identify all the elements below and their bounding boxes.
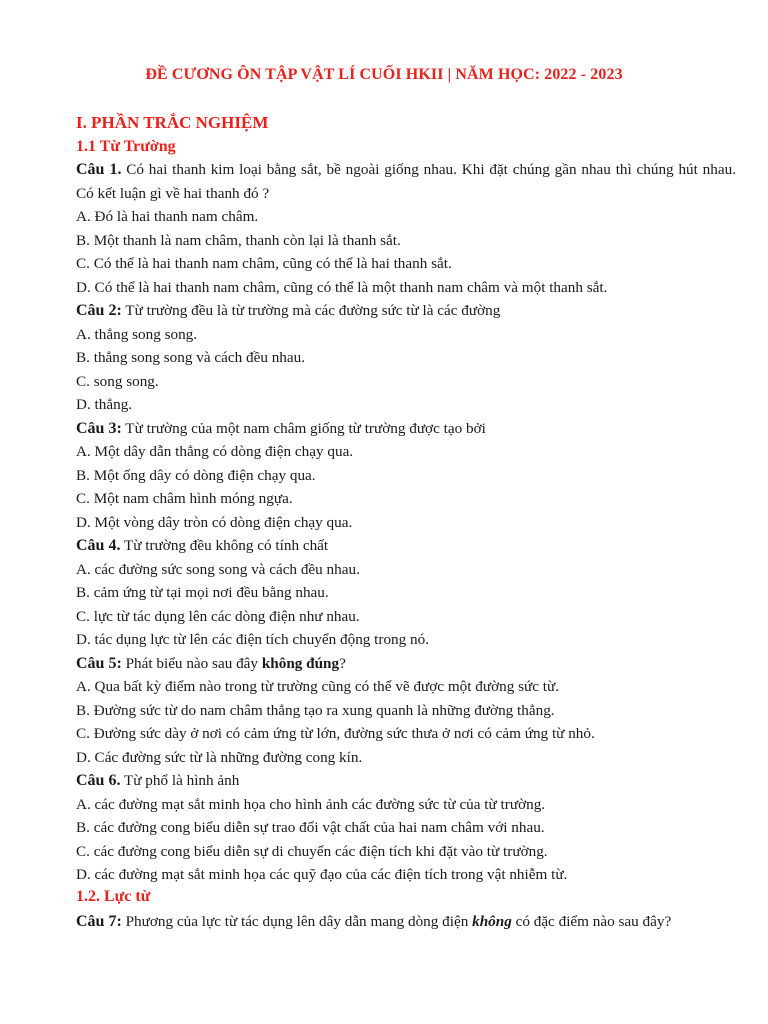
question-3-text: Từ trường của một nam châm giống từ trường được tạo bởi — [121, 419, 486, 437]
question-5-option-b: B. Đường sức từ do nam châm thẳng tạo ra xung quanh là những đường thẳng. — [76, 701, 555, 719]
question-3-option-b: B. Một ống dây có dòng điện chạy qua. — [76, 466, 316, 484]
question-6-option-d: D. các đường mạt sắt minh họa các quỹ đạo của các điện tích trong vật nhiễm từ. — [76, 866, 568, 883]
question-7-text: Phương của lực từ tác dụng lên dây dẫn mang dòng điện — [121, 913, 473, 930]
question-1-option-a: A. Đó là hai thanh nam châm. — [76, 208, 259, 225]
question-2-option-a: A. thẳng song song. — [76, 325, 198, 343]
question-4-option-d: D. tác dụng lực từ lên các điện tích chuyển động trong nó. — [76, 631, 430, 648]
question-1-option-b: B. Một thanh là nam châm, thanh còn lại là thanh sắt. — [76, 231, 401, 249]
question-5-emphasis: không đúng — [261, 654, 340, 672]
question-4-option-c: C. lực từ tác dụng lên các dòng điện như nhau. — [76, 607, 360, 625]
question-6-text: Từ phổ là hình ảnh — [120, 772, 240, 789]
question-1-option-d: D. Có thể là hai thanh nam châm, cũng có thể là một thanh nam châm và một thanh sắt. — [76, 278, 608, 296]
question-3-option-d: D. Một vòng dây tròn có dòng điện chạy qua. — [76, 513, 353, 531]
question-1-text: Có hai thanh kim loại bằng sắt, bề ngoài giống nhau. Khi đặt chúng gần nhau thì chúng hút nhau. Có kết luận gì về hai thanh đó ? — [76, 161, 736, 202]
question-4-text: Từ trường đều không có tính chất — [120, 537, 329, 554]
question-3-option-a: A. Một dây dẫn thẳng có dòng điện chạy qua. — [76, 443, 354, 460]
question-5-label: Câu 5: — [76, 654, 122, 672]
question-6-label: Câu 6. — [76, 772, 121, 789]
question-6-option-b: B. các đường cong biểu diễn sự trao đổi vật chất của hai nam châm với nhau. — [76, 819, 545, 836]
question-2-option-d: D. thẳng. — [76, 396, 133, 413]
question-1 — [76, 158, 736, 205]
question-7-label: Câu 7: — [76, 913, 122, 930]
question-4-label: Câu 4. — [76, 537, 121, 554]
subsection-heading-magnetic-force: 1.2. Lực từ — [76, 888, 151, 905]
question-1-label: Câu 1. — [76, 161, 122, 178]
question-4-option-b: B. cảm ứng từ tại mọi nơi đều bằng nhau. — [76, 584, 329, 601]
question-7 — [76, 910, 736, 934]
question-2-text: Từ trường đều là từ trường mà các đường sức từ là các đường — [121, 302, 501, 319]
question-6 — [76, 769, 736, 793]
question-5-text-end: ? — [339, 654, 346, 672]
questions-block-2 — [76, 910, 736, 934]
question-2-option-c: C. song song. — [76, 372, 159, 390]
question-7-emphasis: không — [472, 913, 512, 930]
question-2-option-b: B. thẳng song song và cách đều nhau. — [76, 349, 306, 366]
question-2 — [76, 299, 736, 323]
question-5-option-d: D. Các đường sức từ là những đường cong kín. — [76, 748, 363, 766]
question-5-option-c: C. Đường sức dày ở nơi có cảm ứng từ lớn, đường sức thưa ở nơi có cảm ứng từ nhỏ. — [76, 725, 595, 742]
question-5-option-a: A. Qua bất kỳ điểm nào trong từ trường cũng có thể vẽ được một đường sức từ. — [76, 678, 560, 695]
question-4 — [76, 534, 736, 558]
question-7-text-end: có đặc điểm nào sau đây? — [511, 913, 672, 930]
question-1-option-c: C. Có thể là hai thanh nam châm, cũng có thể là hai thanh sắt. — [76, 255, 452, 272]
section-heading-multiple-choice: I. PHẦN TRẮC NGHIỆM — [76, 113, 269, 132]
question-6-option-c: C. các đường cong biểu diễn sự di chuyển các điện tích khi đặt vào từ trường. — [76, 842, 548, 860]
question-3-option-c: C. Một nam châm hình móng ngựa. — [76, 490, 293, 507]
document-title: ĐỀ CƯƠNG ÔN TẬP VẬT LÍ CUỐI HKII | NĂM HỌC: 2022 - 2023 — [145, 66, 623, 83]
question-3-label: Câu 3: — [76, 419, 122, 437]
questions-block-1 — [76, 158, 736, 887]
question-5 — [76, 652, 736, 676]
question-4-option-a: A. các đường sức song song và cách đều nhau. — [76, 560, 360, 578]
subsection-heading-magnetic-field: 1.1 Từ Trường — [76, 138, 176, 155]
question-3 — [76, 417, 736, 441]
question-2-label: Câu 2: — [76, 302, 122, 319]
question-5-text: Phát biểu nào sau đây — [121, 654, 262, 672]
question-6-option-a: A. các đường mạt sắt minh họa cho hình ảnh các đường sức từ của từ trường. — [76, 795, 546, 813]
